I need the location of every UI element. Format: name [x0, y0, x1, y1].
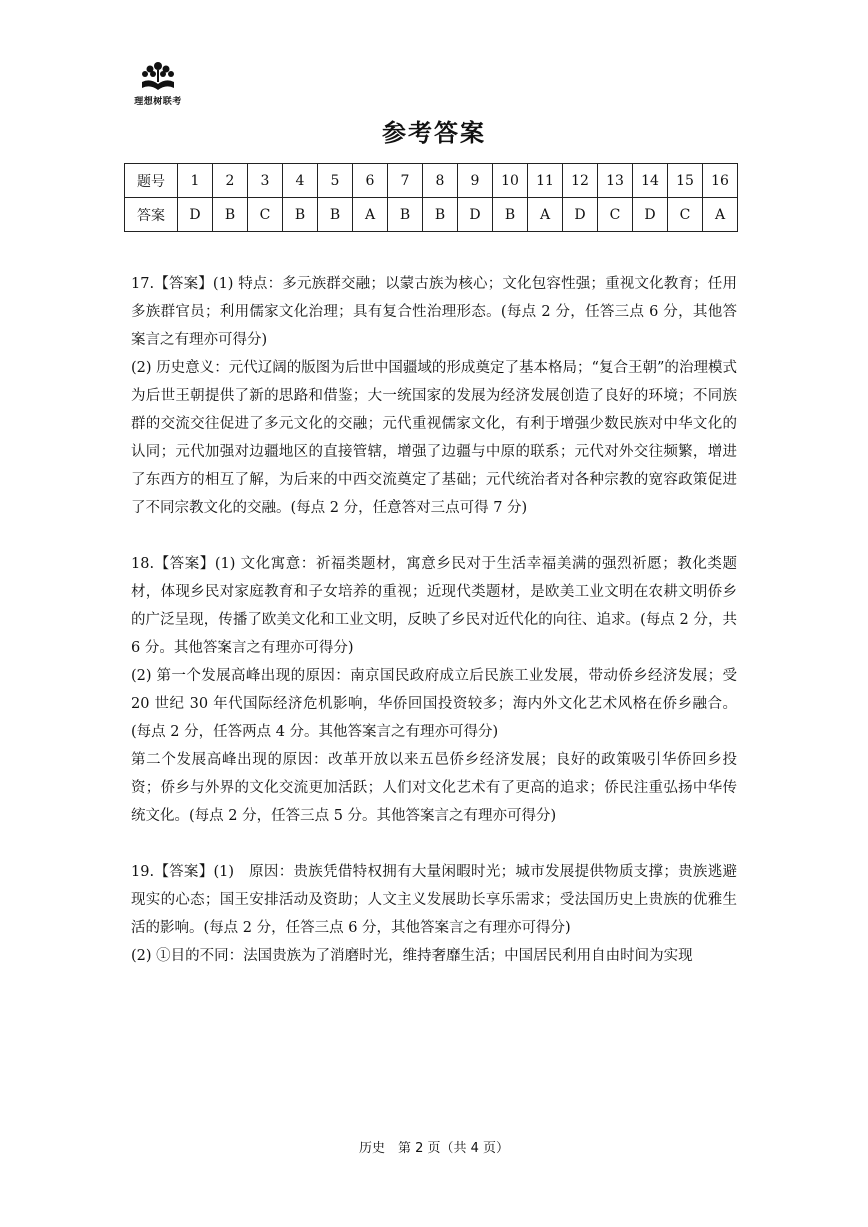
- answer-cell: A: [703, 198, 738, 232]
- question-number-cell: 12: [563, 164, 598, 198]
- q18-part2: (2) 第一个发展高峰出现的原因：南京国民政府成立后民族工业发展，带动侨乡经济发展；受 20 世纪 30 年代国际经济危机影响，华侨回国投资较多；海内外文化艺术风格在侨乡融合。(每点 2 分，任答两点 4 分。其他答案言之有理亦可得分): [131, 668, 737, 740]
- answer-cell: B: [213, 198, 248, 232]
- question-number-cell: 9: [458, 164, 493, 198]
- question-17-answer: [131, 270, 737, 522]
- q19-part1: 19.【答案】(1) 原因：贵族凭借特权拥有大量闲暇时光；城市发展提供物质支撑；贵族逃避现实的心态；国王安排活动及资助；人文主义发展助长享乐需求；受法国历史上贵族的优雅生活的影响。(每点 2 分，任答三点 6 分，其他答案言之有理亦可得分): [131, 864, 737, 936]
- question-19-answer: [131, 858, 737, 970]
- question-number-cell: 11: [528, 164, 563, 198]
- answer-cell: B: [388, 198, 423, 232]
- answer-cell: D: [563, 198, 598, 232]
- answer-content: [131, 270, 737, 998]
- answer-cell: A: [353, 198, 388, 232]
- answer-cell: B: [283, 198, 318, 232]
- question-number-row: [125, 164, 738, 198]
- q17-part2: (2) 历史意义：元代辽阔的版图为后世中国疆域的形成奠定了基本格局；“复合王朝”的治理模式为后世王朝提供了新的思路和借鉴；大一统国家的发展为经济发展创造了良好的环境；不同族群的交流交往促进了多元文化的交融；元代重视儒家文化，有利于增强少数民族对中华文化的认同；元代加强对边疆地区的直接管辖，增强了边疆与中原的联系；元代对外交往频繁，增进了东西方的相互了解，为后来的中西交流奠定了基础；元代统治者对各种宗教的宽容政策促进了不同宗教文化的交融。(每点 2 分，任意答对三点可得 7 分): [131, 360, 737, 516]
- page-footer: 历史 第 2 页（共 4 页）: [358, 1141, 510, 1156]
- question-number-cell: 7: [388, 164, 423, 198]
- answer-cell: A: [528, 198, 563, 232]
- question-number-cell: 8: [423, 164, 458, 198]
- question-number-cell: 10: [493, 164, 528, 198]
- question-number-cell: 5: [318, 164, 353, 198]
- answer-cell: B: [318, 198, 353, 232]
- answer-cell: D: [633, 198, 668, 232]
- question-number-cell: 6: [353, 164, 388, 198]
- q17-part1: 17.【答案】(1) 特点：多元族群交融；以蒙古族为核心；文化包容性强；重视文化教育；任用多族群官员；利用儒家文化治理；具有复合性治理形态。(每点 2 分，任答三点 6 分，其他答案言之有理亦可得分): [131, 276, 737, 348]
- q18-part1: 18.【答案】(1) 文化寓意：祈福类题材，寓意乡民对于生活幸福美满的强烈祈愿；教化类题材，体现乡民对家庭教育和子女培养的重视；近现代类题材，是欧美工业文明在农耕文明侨乡的广泛呈现，传播了欧美文化和工业文明，反映了乡民对近代化的向往、追求。(每点 2 分，共 6 分。其他答案言之有理亦可得分): [131, 556, 737, 656]
- q19-part2: (2) ①目的不同：法国贵族为了消磨时光，维持奢靡生活；中国居民利用自由时间为实现: [131, 948, 693, 964]
- question-number-cell: 16: [703, 164, 738, 198]
- answer-cell: D: [458, 198, 493, 232]
- answer-cell: C: [598, 198, 633, 232]
- answer-table: [124, 163, 738, 232]
- question-number-cell: 2: [213, 164, 248, 198]
- logo: [130, 58, 186, 107]
- question-number-cell: 13: [598, 164, 633, 198]
- answer-row: [125, 198, 738, 232]
- answer-cell: C: [668, 198, 703, 232]
- question-number-cell: 3: [248, 164, 283, 198]
- q18-part2-second: 第二个发展高峰出现的原因：改革开放以来五邑侨乡经济发展；良好的政策吸引华侨回乡投资；侨乡与外界的文化交流更加活跃；人们对文化艺术有了更高的追求；侨民注重弘扬中华传统文化。(每点 2 分，任答三点 5 分。其他答案言之有理亦可得分): [131, 752, 737, 824]
- row-label-answer: 答案: [125, 198, 178, 232]
- answer-cell: B: [423, 198, 458, 232]
- tree-book-logo-icon: [138, 58, 178, 92]
- answer-cell: D: [178, 198, 213, 232]
- question-number-cell: 15: [668, 164, 703, 198]
- answer-cell: C: [248, 198, 283, 232]
- question-number-cell: 14: [633, 164, 668, 198]
- page-title: 参考答案: [382, 119, 486, 147]
- question-number-cell: 4: [283, 164, 318, 198]
- row-label-question-number: 题号: [125, 164, 178, 198]
- question-number-cell: 1: [178, 164, 213, 198]
- logo-text: 理想树联考: [134, 97, 182, 107]
- question-18-answer: [131, 550, 737, 830]
- answer-cell: B: [493, 198, 528, 232]
